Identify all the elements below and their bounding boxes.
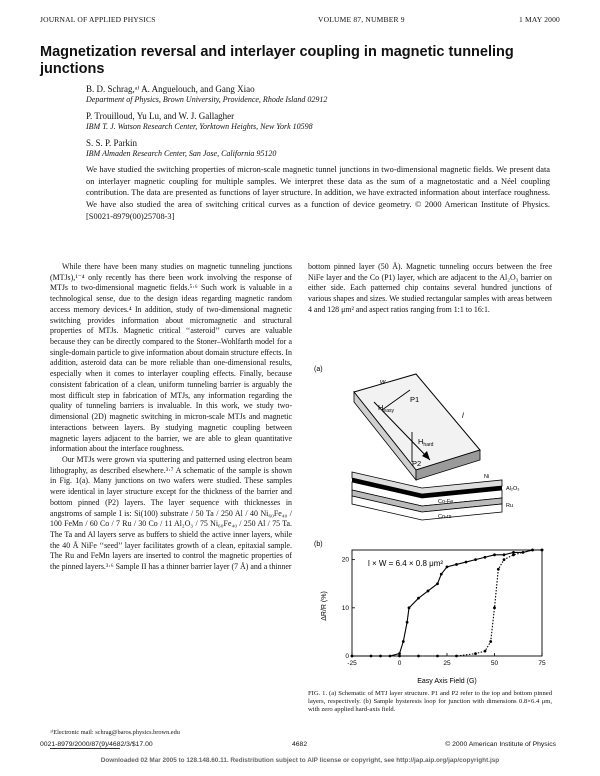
paper-title: Magnetization reversal and interlayer coupling in magnetic tunneling junctions <box>40 44 514 77</box>
affiliation-1: Department of Physics, Brown University, Providence, Rhode Island 02912 <box>86 95 328 104</box>
y-tick-label: 20 <box>341 556 349 564</box>
heasy-label: $H_{easy}$ <box>378 403 394 414</box>
journal-name: JOURNAL OF APPLIED PHYSICS <box>40 15 156 24</box>
author-names-3: S. S. P. Parkin <box>86 138 138 148</box>
affiliation-3: IBM Almaden Research Center, San Jose, California 95120 <box>86 149 277 158</box>
author-names-2: P. Trouilloud, Yu Lu, and W. J. Gallagher <box>86 111 235 121</box>
body-column-right <box>308 262 552 316</box>
footnote: ᵃ⁾Electronic mail: schrag@baros.physics.brown.edu <box>50 729 180 736</box>
y-tick-label: 0 <box>345 653 349 660</box>
figure-caption: FIG. 1. (a) Schematic of MTJ layer structure. P1 and P2 refer to the top and bottom pinned layers, respectively. (b) Sample hysteresis loop for junction with dimensions 0.8×6.4 μm, with zero applied hard-axis field. <box>308 690 552 714</box>
figure-1a-schematic <box>312 362 552 534</box>
paragraph-continued: bottom pinned layer (50 Å). Magnetic tunneling occurs between the free NiFe layer and the Co (P1) layer, which are adjacent to the Al₂O₃ barrier on either side. Each patterned chip contains several hundred junctions of various shapes and sizes. We studied rectangular samples with areas between 4 and 128 μm² and aspect ratios ranging from 1:1 to 16:1. <box>308 262 552 314</box>
layer-label-cofe: Co-Fe <box>438 499 454 505</box>
x-axis-label: Easy Axis Field (G) <box>417 678 477 685</box>
x-tick-label: 50 <box>490 660 499 667</box>
y-axis-label: ΔR/R (%) <box>321 591 328 621</box>
layer-label-al2o3: Al₂O₃ <box>506 486 520 492</box>
w-label: w <box>380 377 386 386</box>
issue-date: 1 MAY 2000 <box>518 15 560 24</box>
affiliation-2: IBM T. J. Watson Research Center, Yorktown Heights, New York 10598 <box>86 122 313 131</box>
body-column-left <box>50 262 292 573</box>
inset-label: l × W = 6.4 × 0.8 μm² <box>368 559 444 568</box>
layer-label-ni: Ni <box>484 474 490 480</box>
download-notice: Downloaded 02 Mar 2005 to 128.148.60.11. Redistribution subject to AIP license or copyright, see http://jap.aip.org/jap/copyright.jsp <box>100 757 500 764</box>
layer-label-ru: Ru <box>506 503 514 509</box>
running-header <box>40 15 560 27</box>
paragraph-intro: While there have been many studies on magnetic tunneling junctions (MTJs),¹⁻⁴ only recently has there been work involving the response of MTJs to two-dimensional magnetic fields.⁵·⁶ Such work is valuable in a technological sense, due to the design ideas regarding magnetic random access memory devices.⁴ In addition, study of two-dimensional magnetic switching provides information about micromagnetic and structural properties of MTJs. Magnetic critical ‘‘asteroid’’ curves are valuable because they can be directly compared to the Stoner–Wohlfarth model for a single-domain particle to give information about domain structure effects. In addition, asteroid data can be more reliable than one-dimensional results, especially when it comes to interlayer coupling effects. Finally, because consistent fabrication of a clean, uniform tunneling barrier is arguably the most difficult step in fabrication of MTJs, any information regarding the quality of tunneling barriers is invaluable. In this work, we study two-dimensional (2D) magnetic switching in micron-scale MTJs and magnetic interactions between layers. By studying magnetic coupling between magnetic layers adjacent to the barrier, we are able to glean quantitative information about the interface roughness. <box>50 262 292 454</box>
figure-label-a: (a) <box>314 366 323 373</box>
footer-doi: 0021-8979/2000/87(9)/4682/3/$17.00 <box>40 741 153 748</box>
p2-label: P2 <box>412 459 422 468</box>
x-tick-label: -25 <box>347 660 357 667</box>
x-tick-label: 25 <box>443 660 451 667</box>
author-block <box>86 84 556 159</box>
figure-label-b: (b) <box>314 541 323 548</box>
x-tick-label: 0 <box>397 660 402 667</box>
l-label: l <box>462 411 464 420</box>
page-number: 4682 <box>292 741 308 748</box>
author-names-1: B. D. Schrag,ᵃ⁾ A. Anguelouch, and Gang Xiao <box>86 84 255 94</box>
hhard-label: $H_{hard}$ <box>418 437 434 448</box>
p1-label: P1 <box>410 395 420 404</box>
footer-copyright: © 2000 American Institute of Physics <box>445 741 556 748</box>
x-tick-label: 75 <box>538 660 546 667</box>
paragraph-methods: Our MTJs were grown via sputtering and patterned using electron beam lithography, as described elsewhere.³·⁷ A schematic of the sample is shown in Fig. 1(a). Many junctions on two wafers were studied. These samples were identical in layer structure except for the thickness of the barrier and bottom pinned (P2) layers. The layer sequence with thicknesses in angstroms of sample I is: Si(100) substrate / 50 Ta / 250 Al / 40 Ni₆₀Fe₄₀ / 100 FeMn / 60 Co / 7 Ru / 30 Co / 11 Al₂O₃ / 75 Ni₆₀Fe₄₀ / 250 Al / 75 Ta. The Ta and Al layers serve as buffers to shield the active inner layers, while the 40 Å NiFe ‘‘seed’’ layer facilitates growth of a clean, epitaxial sample. The Ru and FeMn layers are inserted to control the magnetic properties of the pinned layers.³·⁶ Sample II has a thinner barrier layer (7 Å) and a thinner <box>50 454 292 572</box>
abstract: We have studied the switching properties of micron-scale magnetic tunnel junctions in two-dimensional magnetic fields. We present data on interlayer magnetic coupling for multiple samples. We interpret these data as the sum of a magnetostatic and a Néel coupling contribution. The data are presented as functions of layer structure. In addition, we have extracted information about interface roughness. We have also studied the area of switching critical curves as a function of device geometry. © 2000 American Institute of Physics. [S0021-8979(00)25708-3] <box>86 165 550 221</box>
y-tick-label: 10 <box>341 604 349 612</box>
layer-label-co: Co-rs <box>438 514 452 520</box>
volume-number: VOLUME 87, NUMBER 9 <box>318 15 405 24</box>
figure-1b-hysteresis-chart <box>312 536 552 686</box>
